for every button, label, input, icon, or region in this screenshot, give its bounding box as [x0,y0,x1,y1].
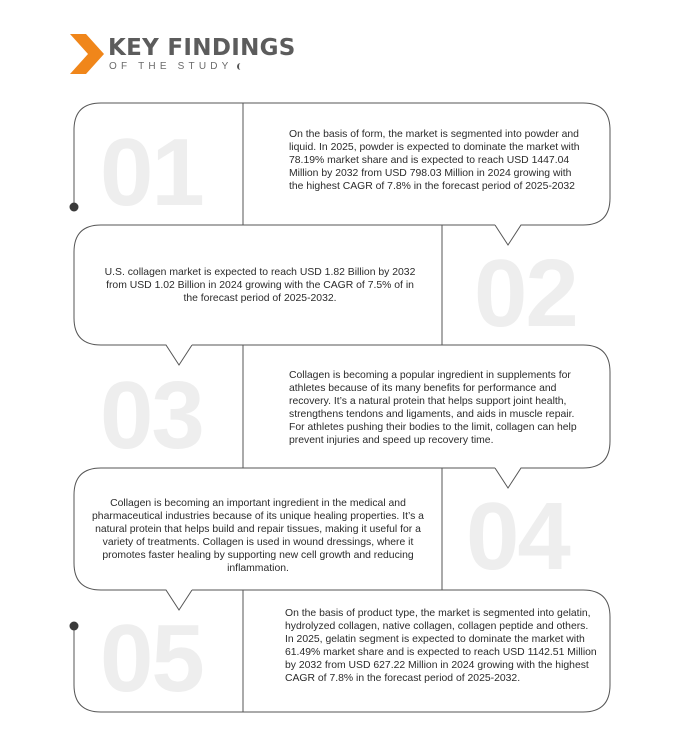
finding-text: U.S. collagen market is expected to reach USD 1.82 Billion by 2032 from USD 1.02 Billion in 2024 growing with the CAGR of 7.5% of in the forecast period of 2025-2032. [104,267,416,304]
finding-number: 01 [100,119,203,226]
finding-text: Collagen is becoming an important ingredient in the medical and pharmaceutical industries because of its unique healing properties. It’s a natural protein that helps build and repair tissues, making it useful for a variety of treatments. Collagen is used in wound dressings, where it promotes faster healing by supporting new cell growth and reducing inflammation. [92,498,424,574]
finding-number: 03 [100,362,203,469]
page-subtitle: OF THE STUDY [109,61,243,73]
finding-text: On the basis of product type, the market is segmented into gelatin, hydrolyzed collagen, native collagen, collagen peptide and others. In 2025, gelatin segment is expected to dominate the market with 61.49% market share and is expected to reach USD 1142.51 Million by 2032 from USD 627.22 Million in 2024 growing with the highest CAGR of 7.8% in the forecast period of 2025-2032. [285,608,597,684]
end-dot [70,622,79,631]
start-dot [70,203,79,212]
page-title: KEY FINDINGS [108,35,296,61]
finding-number: 05 [100,605,203,712]
finding-number: 02 [474,240,577,347]
finding-number: 04 [466,483,569,590]
finding-text: On the basis of form, the market is segmented into powder and liquid. In 2025, powder is expected to dominate the market with 78.19% market share and is expected to reach USD 1447.04 Million by 2032 from USD 798.03 Million in 2024 growing with the highest CAGR of 7.8% in the forecast period of 2025-2032 [289,129,580,192]
finding-text: Collagen is becoming a popular ingredient in supplements for athletes because of its many benefits for performance and recovery. It’s a natural protein that helps support joint health, strengthens tendons and ligaments, and aids in muscle repair. For athletes pushing their bodies to the limit, collagen can help prevent injuries and speed up recovery time. [289,370,577,446]
